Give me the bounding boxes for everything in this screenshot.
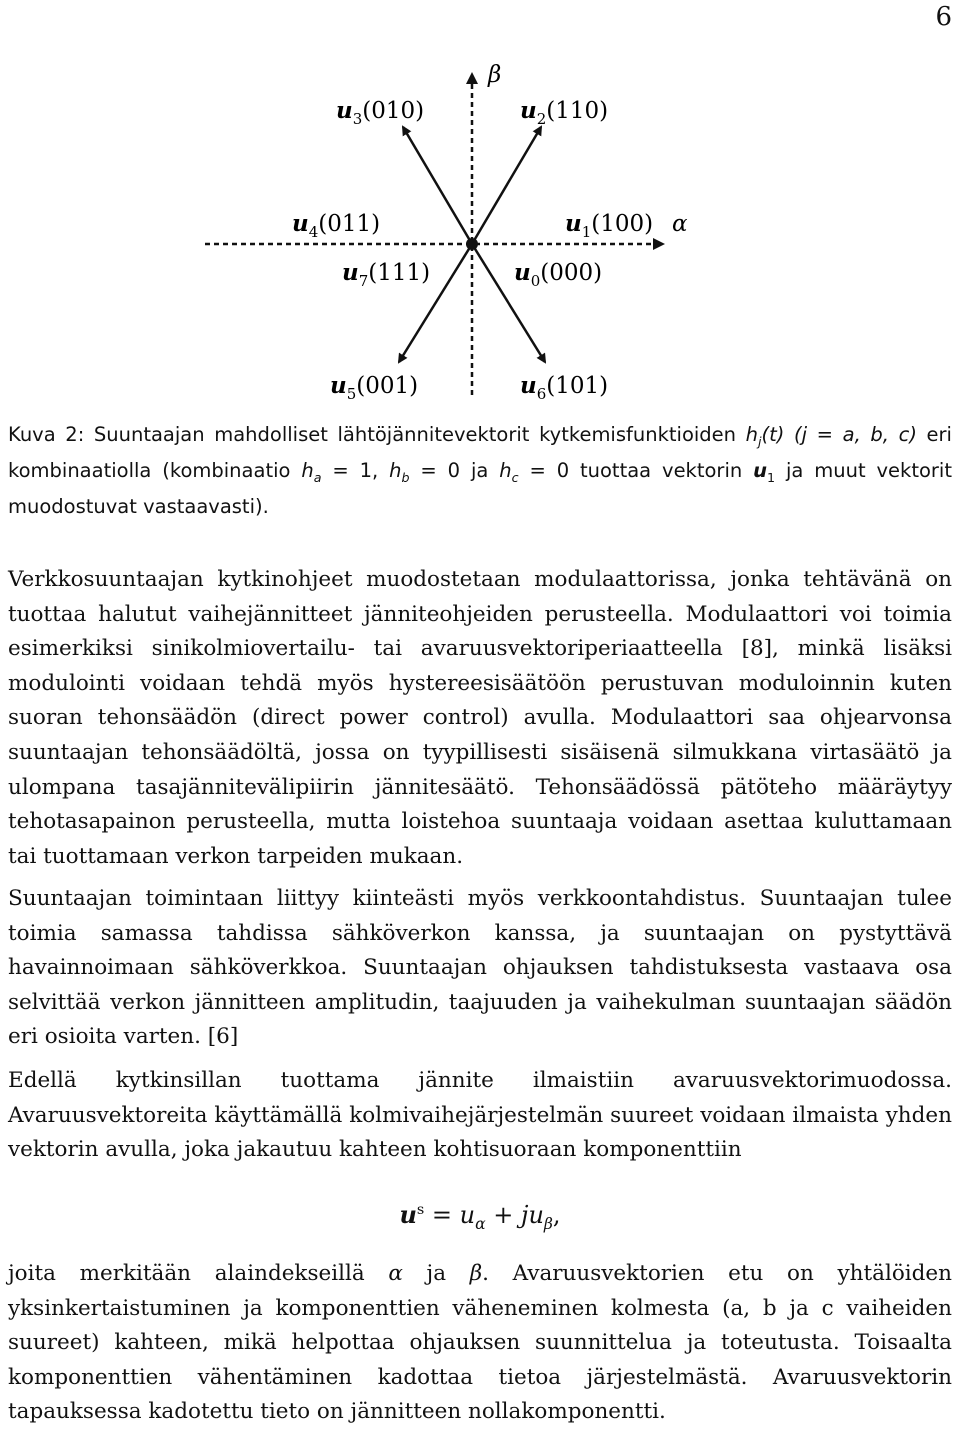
vector-label-u2: $u_2(110)$ [520,97,609,128]
vector-u2 [472,127,541,244]
vector-u3 [403,127,472,244]
page-number: 6 [935,2,952,32]
space-vector-equation: $u^s = u_\alpha + ju_\beta$, [399,1200,561,1233]
space-vector-figure [0,55,960,415]
paragraph-modulator: Verkkosuuntaajan kytkinohjeet muodostetaan modulaattorissa, jonka tehtävänä on tuottaa halutut vaihejännitteet jänniteohjeiden perusteella. Modulaattori voi toimia esimerkiksi sinikolmiovertailu- tai avaruusvektoriperiaatteella [8], minkä lisäksi modulointi voidaan tehdä myös hystereesisäätöön perustuvan moduloinnin kuten suoran tehonsäädön (direct power control) avulla. Modulaattori saa ohjearvonsa suuntaajan tehonsäädöltä, jossa on tyypillisesti sisäisenä silmukkana virtasäätö ja ulompana tasajännitevälipiirin jännitesäätö. Tehonsäädössä pätöteho määräytyy tehotasapainon perusteella, mutta loistehoa suuntaaja voidaan asettaa kuluttamaan tai tuottamaan verkon tarpeiden mukaan. [8,567,952,869]
paragraph-synchronization: Suuntaajan toimintaan liittyy kiinteästi myös verkkoontahdistus. Suuntaajan tulee toimia samassa tahdissa sähköverkon kanssa, ja suuntaajan on pystyttävä havainnoimaan sähköverkkoa. Suuntaajan ohjauksen tahdistuksesta vastaava osa selvittää verkon jännitteen amplitudin, taajuuden ja vaihekulman suuntaajan säädön eri osioita varten. [6] [8,886,952,1050]
vector-label-u6: $u_6(101)$ [520,372,609,403]
vector-label-u0: $u_0(000)$ [514,259,603,290]
paragraph-space-vector: Edellä kytkinsillan tuottama jännite ilmaistiin avaruusvektorimuodossa. Avaruusvektoreita käyttämällä kolmivaihejärjestelmän suureet voidaan ilmaista yhden vektorin avulla, joka jakautuu kahteen kohtisuoraan komponenttiin [8,1068,952,1163]
vector-u6 [472,244,545,362]
vector-label-u3: $u_3(010)$ [336,97,425,128]
axis-label-alpha: α [672,211,688,237]
origin-dot [466,238,478,250]
paragraph-components: joita merkitään alaindekseillä α ja β. Avaruusvektorien etu on yhtälöiden yksinkertaistuminen ja komponenttien väheneminen kolmesta (a, b ja c vaiheiden suureet) kahteen, mikä helpottaa ohjauksen suunnittelua ja toteutusta. Toisaalta komponenttien vähentäminen kadottaa tietoa järjestelmästä. Avaruusvektorin tapauksessa kadotettu tieto on jännitteen nollakomponentti. [8,1261,952,1425]
vector-label-u5: $u_5(001)$ [330,372,419,403]
vector-label-u1: $u_1(100)$ [565,210,654,241]
vector-label-u7: $u_7(111)$ [342,259,431,290]
figure-caption: Kuva 2: Suuntaajan mahdolliset lähtöjännitevektorit kytkemisfunktioiden $h_j(t) (j = a$, b, c) eri kombinaatiolla (kombinaatio $h_a = 1$, $h_b = 0$ ja $h_c = 0$ tuottaa vektorin $u_1$ ja muut vektorit muodostuvat vastaavasti). [8,423,952,518]
axis-label-beta: β [488,62,502,88]
vector-label-u4: $u_4(011)$ [292,210,381,241]
